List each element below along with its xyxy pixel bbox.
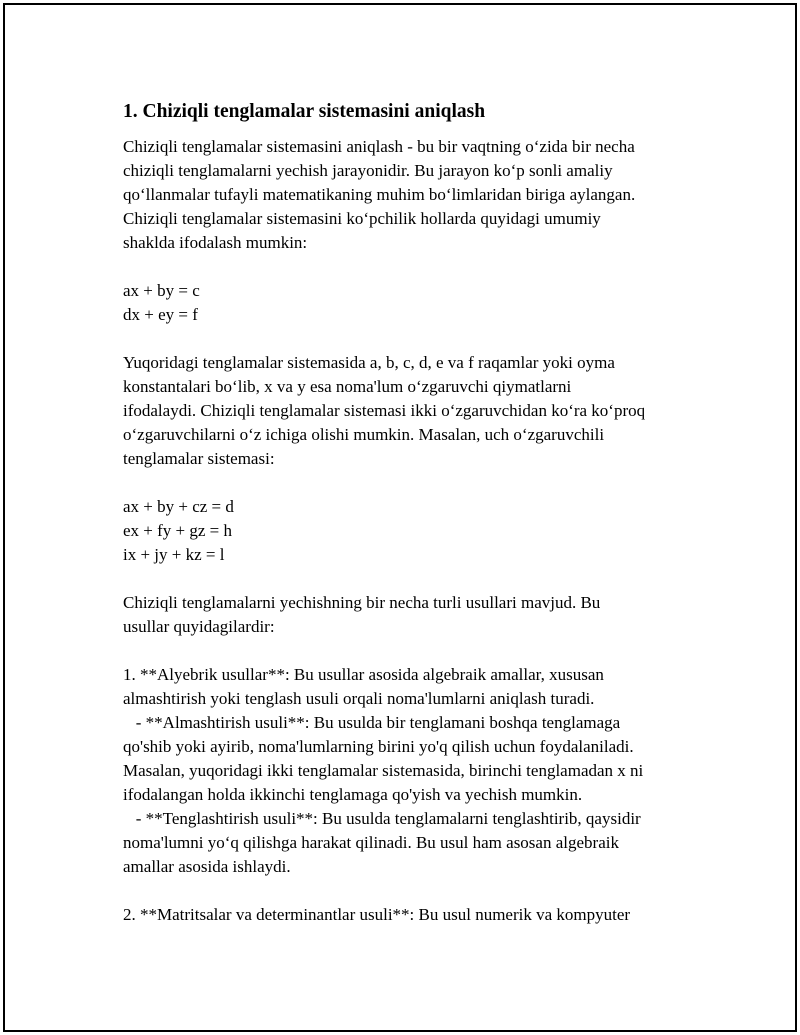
text-line: - **Almashtirish usuli**: Bu usulda bir tenglamani boshqa tenglamaga xyxy=(123,713,621,732)
section-heading: 1. Chiziqli tenglamalar sistemasini aniqlash xyxy=(123,101,486,122)
blank-line xyxy=(123,879,703,903)
text-line: Yuqoridagi tenglamalar sistemasida a, b, c, d, e va f raqamlar yoki oyma xyxy=(123,353,615,372)
document-body xyxy=(123,100,703,927)
text-line: almashtirish yoki tenglash usuli orqali noma'lumlarni aniqlash turadi. xyxy=(123,689,595,708)
text-line: Masalan, yuqoridagi ikki tenglamalar sistemasida, birinchi tenglamadan x ni xyxy=(123,761,644,780)
text-line: Chiziqli tenglamalar sistemasini ko‘pchilik hollarda quyidagi umumiy xyxy=(123,209,601,228)
text-line: ix + jy + kz = l xyxy=(123,545,225,564)
text-line: usullar quyidagilardir: xyxy=(123,617,275,636)
text-line: dx + ey = f xyxy=(123,305,198,324)
text-line: konstantalari bo‘lib, x va y esa noma'lum o‘zgaruvchi qiymatlarni xyxy=(123,377,572,396)
text-line: ex + fy + gz = h xyxy=(123,521,233,540)
text-line: ax + by = c xyxy=(123,281,200,300)
blank-line xyxy=(123,471,703,495)
text-line: - **Tenglashtirish usuli**: Bu usulda tenglamalarni tenglashtirib, qaysidir xyxy=(123,809,641,828)
blank-line xyxy=(123,639,703,663)
text-line: 1. **Alyebrik usullar**: Bu usullar asosida algebraik amallar, xususan xyxy=(123,665,604,684)
page-frame xyxy=(3,3,797,1032)
text-line: noma'lumni yo‘q qilishga harakat qilinadi. Bu usul ham asosan algebraik xyxy=(123,833,619,852)
text-line: o‘zgaruvchilarni o‘z ichiga olishi mumkin. Masalan, uch o‘zgaruvchili xyxy=(123,425,605,444)
text-line: tenglamalar sistemasi: xyxy=(123,449,275,468)
text-line: ifodalangan holda ikkinchi tenglamaga qo'yish va yechish mumkin. xyxy=(123,785,583,804)
text-line: Chiziqli tenglamalarni yechishning bir necha turli usullari mavjud. Bu xyxy=(123,593,601,612)
text-line: 2. **Matritsalar va determinantlar usuli**: Bu usul numerik va kompyuter xyxy=(123,905,631,924)
text-line: ax + by + cz = d xyxy=(123,497,234,516)
blank-line xyxy=(123,255,703,279)
text-line: shaklda ifodalash mumkin: xyxy=(123,233,308,252)
text-line: chiziqli tenglamalarni yechish jarayonidir. Bu jarayon ko‘p sonli amaliy xyxy=(123,161,613,180)
text-line: ifodalaydi. Chiziqli tenglamalar sistemasi ikki o‘zgaruvchidan ko‘ra ko‘proq xyxy=(123,401,646,420)
text-line: qo'shib yoki ayirib, noma'lumlarning birini yo'q qilish uchun foydalaniladi. xyxy=(123,737,634,756)
text-line: Chiziqli tenglamalar sistemasini aniqlash - bu bir vaqtning o‘zida bir necha xyxy=(123,137,635,156)
blank-line xyxy=(123,567,703,591)
paragraph-lines xyxy=(123,135,703,927)
blank-line xyxy=(123,327,703,351)
text-line: qo‘llanmalar tufayli matematikaning muhim bo‘limlaridan biriga aylangan. xyxy=(123,185,636,204)
text-line: amallar asosida ishlaydi. xyxy=(123,857,291,876)
